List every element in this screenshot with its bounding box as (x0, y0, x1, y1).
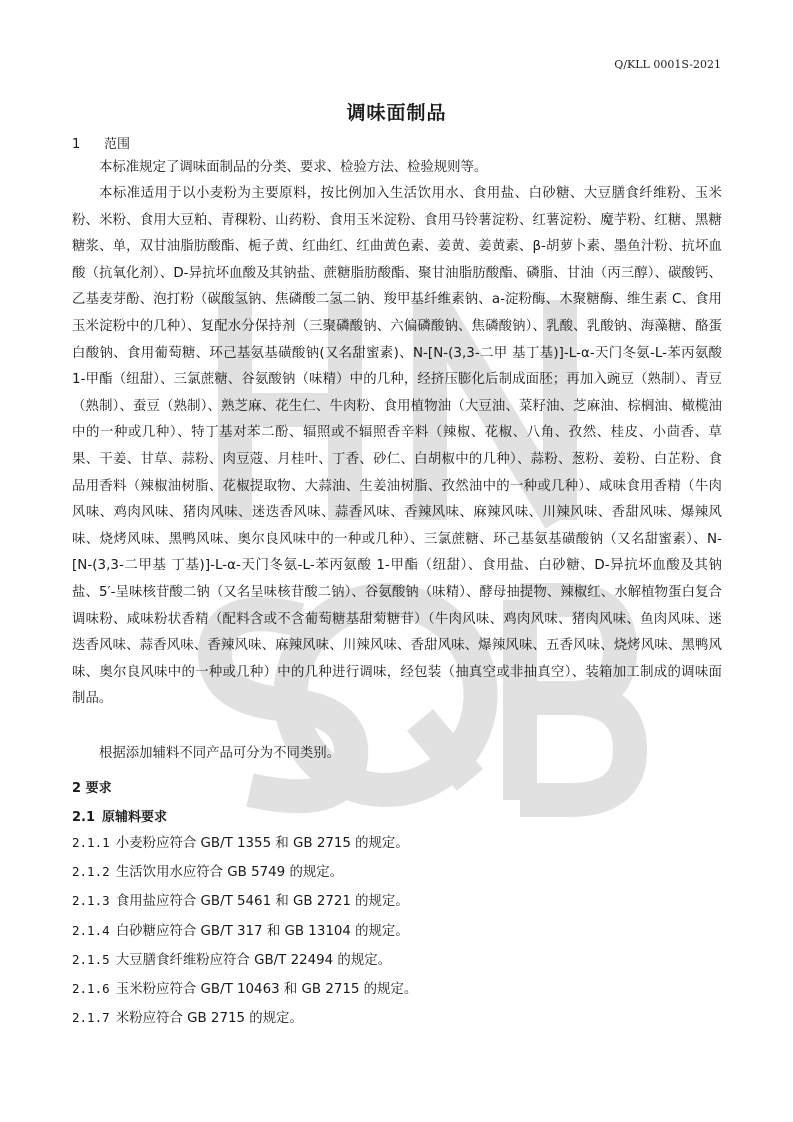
item-number: 2.1.5 (72, 951, 110, 967)
item-text: 白砂糖应符合 GB/T 317 和 GB 13104 的规定。 (115, 923, 409, 939)
item-text: 米粉应符合 GB 2715 的规定。 (115, 1011, 303, 1027)
scope-paragraph-2: 本标准适用于以小麦粉为主要原料，按比例加入生活饮用水、食用盐、白砂糖、大豆膳食纤维粉、玉米粉、米粉、食用大豆粕、青稞粉、山药粉、食用玉米淀粉、食用马铃薯淀粉、红薯淀粉、魔芋粉、红糖、黑糖糖浆、单，双甘油脂肪酸酯、栀子黄、红曲红、红曲黄色素、姜黄、姜黄素、β-胡萝卜素、墨鱼汁粉、抗坏血酸（抗氧化剂）、D-异抗坏血酸及其钠盐、蔗糖脂肪酸酯、聚甘油脂肪酸酯、磷脂、甘油（丙三醇）、碳酸钙、乙基麦芽酚、泡打粉（碳酸氢钠、焦磷酸二氢二钠、羧甲基纤维素钠、a-淀粉酶、木聚糖酶、维生素 C、食用玉米淀粉中的几种）、复配水分保持剂（三聚磷酸钠、六偏磷酸钠、焦磷酸钠）、乳酸、乳酸钠、海藻糖、酪蛋白酸钠、食用葡萄糖、环己基氨基磺酸钠(又名甜蜜素)、N-[N-(3,3-二甲 基丁基)]-L-α-天门冬氨-L-苯丙氨酸 1-甲酯（纽甜）、三氯蔗糖、谷氨酸钠（味精）中的几种，经挤压膨化后制成面胚；再加入豌豆（熟制）、青豆（熟制）、蚕豆（熟制）、熟芝麻、花生仁、牛肉粉、食用植物油（大豆油、菜籽油、芝麻油、棕榈油、橄榄油中的一种或几种）、特丁基对苯二酚、辐照或不辐照香辛料（辣椒、花椒、八角、孜然、桂皮、小茴香、草果、干姜、甘草、蒜粉、肉豆蔻、月桂叶、丁香、砂仁、白胡椒中的几种）、蒜粉、葱粉、姜粉、白芷粉、食品用香料（辣椒油树脂、花椒提取物、大蒜油、生姜油树脂、孜然油中的一种或几种）、咸味食用香精（牛肉风味、鸡肉风味、猪肉风味、迷迭香风味、蒜香风味、香辣风味、麻辣风味、川辣风味、香甜风味、爆辣风味、烧烤风味、黑鸭风味、奥尔良风味中的一种或几种）、三氯蔗糖、环己基氨基磺酸钠（又名甜蜜素）、N-[N-(3,3-二甲基 丁基)]-L-α-天门冬氨-L-苯丙氨酸 1-甲酯（纽甜）、食用盐、白砂糖、D-异抗坏血酸及其钠盐、5′-呈味核苷酸二钠（又名呈味核苷酸二钠）、谷氨酸钠（味精）、酵母抽提物、辣椒红、水解植物蛋白复合调味粉、咸味粉状香精（配料含或不含葡萄糖基甜菊糖苷）（牛肉风味、鸡肉风味、猪肉风味、鱼肉风味、迷迭香风味、蒜香风味、香辣风味、麻辣风味、川辣风味、香甜风味、爆辣风味、五香风味、烧烤风味、黑鸭风味、奥尔良风味中的一种或几种）中的几种进行调味，经包装（抽真空或非抽真空）、装箱加工制成的调味面制品。 (72, 186, 722, 707)
item-number: 2.1.1 (72, 835, 110, 850)
item-text: 食用盐应符合 GB/T 5461 和 GB 2721 的规定。 (115, 894, 409, 910)
item-text: 大豆膳食纤维粉应符合 GB/T 22494 的规定。 (115, 952, 391, 968)
section-title: 范围 (104, 137, 131, 152)
requirements-list (72, 828, 722, 1032)
section-number: 1 (72, 137, 81, 152)
list-item (72, 916, 722, 945)
subsection-number: 2.1 (72, 810, 96, 825)
list-item (72, 945, 722, 974)
section-1-heading (72, 133, 130, 152)
document-code: Q/KLL 0001S-2021 (614, 58, 721, 71)
item-number: 2.1.4 (72, 922, 110, 938)
item-number: 2.1.7 (72, 1010, 110, 1026)
item-number: 2.1.2 (72, 864, 110, 880)
list-item (72, 857, 722, 886)
page-title: 调味面制品 (346, 102, 447, 124)
item-number: 2.1.3 (72, 893, 110, 909)
section-2-heading: 2 要求 (72, 781, 112, 796)
list-item (72, 828, 722, 857)
scope-paragraph-3: 根据添加辅料不同产品可分为不同类别。 (99, 746, 341, 761)
item-text: 生活饮用水应符合 GB 5749 的规定。 (115, 865, 344, 881)
list-item (72, 886, 722, 915)
subsection-title: 原辅料要求 (102, 810, 168, 825)
item-number: 2.1.6 (72, 980, 110, 996)
scope-paragraph-1: 本标准规定了调味面制品的分类、要求、检验方法、检验规则等。 (99, 160, 488, 175)
list-item (72, 974, 722, 1003)
item-text: 小麦粉应符合 GB/T 1355 和 GB 2715 的规定。 (115, 836, 409, 851)
item-text: 玉米粉应符合 GB/T 10463 和 GB 2715 的规定。 (115, 981, 418, 997)
subsection-2-1-heading (72, 806, 167, 825)
list-item (72, 1003, 722, 1032)
